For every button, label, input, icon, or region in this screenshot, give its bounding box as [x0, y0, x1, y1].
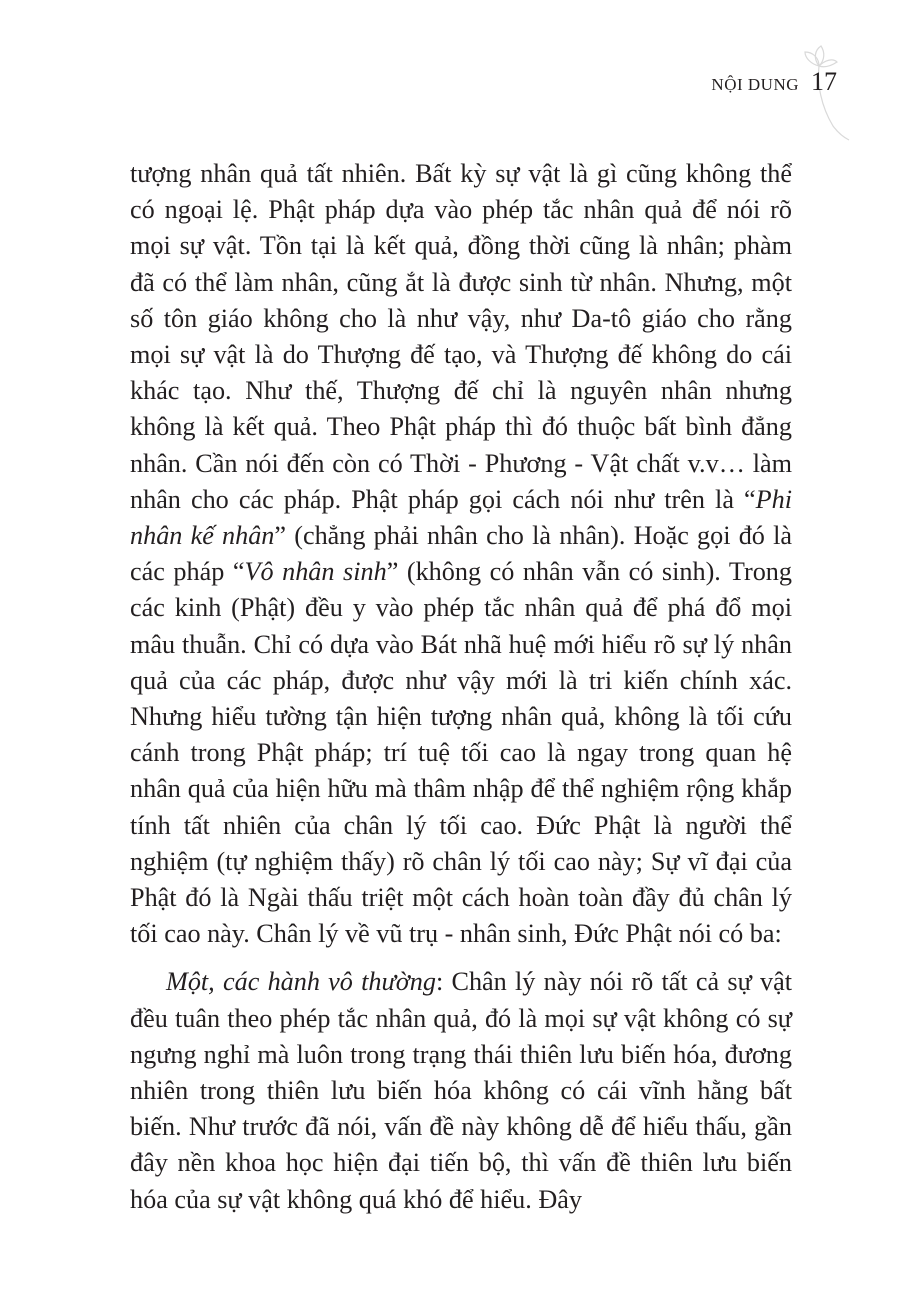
text-segment: tượng nhân quả tất nhiên. Bất kỳ sự vật là gì cũng không thể có ngoại lệ. Phật pháp dựa vào phép tắc nhân quả để nói rõ mọi sự vật. Tồn tại là kết quả, đồng thời cũng là nhân; phàm đã có thể làm nhân, cũng ắt là được sinh từ nhân. Nhưng, một số tôn giáo không cho là như vậy, như Da-tô giáo cho rằng mọi sự vật là do Thượng đế tạo, và Thượng đế không do cái khác tạo. Như thế, Thượng đế chỉ là nguyên nhân nhưng không là kết quả. Theo Phật pháp thì đó thuộc bất bình đẳng nhân. Cần nói đến còn có Thời - Phương - Vật chất v.v… làm nhân cho các pháp. Phật pháp gọi cách nói như trên là “ — [130, 159, 792, 514]
running-head — [711, 66, 837, 95]
page-number: 17 — [811, 67, 837, 96]
body-text — [130, 156, 792, 1218]
text-segment: : Chân lý này nói rõ tất cả sự vật đều tuân theo phép tắc nhân quả, đó là mọi sự vật không có sự ngưng nghỉ mà luôn trong trạng thái thiên lưu biến hóa, đương nhiên trong thiên lưu biến hóa không có cái vĩnh hằng bất biến. Như trước đã nói, vấn đề này không dễ để hiểu thấu, gần đây nền khoa học hiện đại tiến bộ, thì vấn đề thiên lưu biến hóa của sự vật không quá khó để hiểu. Đây — [130, 967, 792, 1214]
paragraph-1 — [130, 156, 792, 952]
section-title: NỘI DUNG — [711, 75, 799, 94]
italic-term: Phi nhân kế nhân — [130, 484, 792, 551]
text-segment: ” (không có nhân vẫn có sinh). Trong các kinh (Phật) đều y vào phép tắc nhân quả để phá đổ mọi mâu thuẫn. Chỉ có dựa vào Bát nhã huệ mới hiểu rõ sự lý nhân quả của các pháp, được như vậy mới là tri kiến chính xác. Nhưng hiểu tường tận hiện tượng nhân quả, không là tối cứu cánh trong Phật pháp; trí tuệ tối cao là ngay trong quan hệ nhân quả của hiện hữu mà thâm nhập để thể nghiệm rộng khắp tính tất nhiên của chân lý tối cao. Đức Phật là người thể nghiệm (tự nghiệm thấy) rõ chân lý tối cao này; Sự vĩ đại của Phật đó là Ngài thấu triệt một cách hoàn toàn đầy đủ chân lý tối cao này. Chân lý về vũ trụ - nhân sinh, Đức Phật nói có ba: — [130, 557, 792, 949]
paragraph-2 — [130, 964, 792, 1217]
text-segment: ” (chẳng phải nhân cho là nhân). Hoặc gọi đó là các pháp “ — [130, 521, 792, 587]
italic-term: Một, các hành vô thường — [166, 967, 436, 997]
italic-term: Vô nhân sinh — [244, 557, 387, 587]
